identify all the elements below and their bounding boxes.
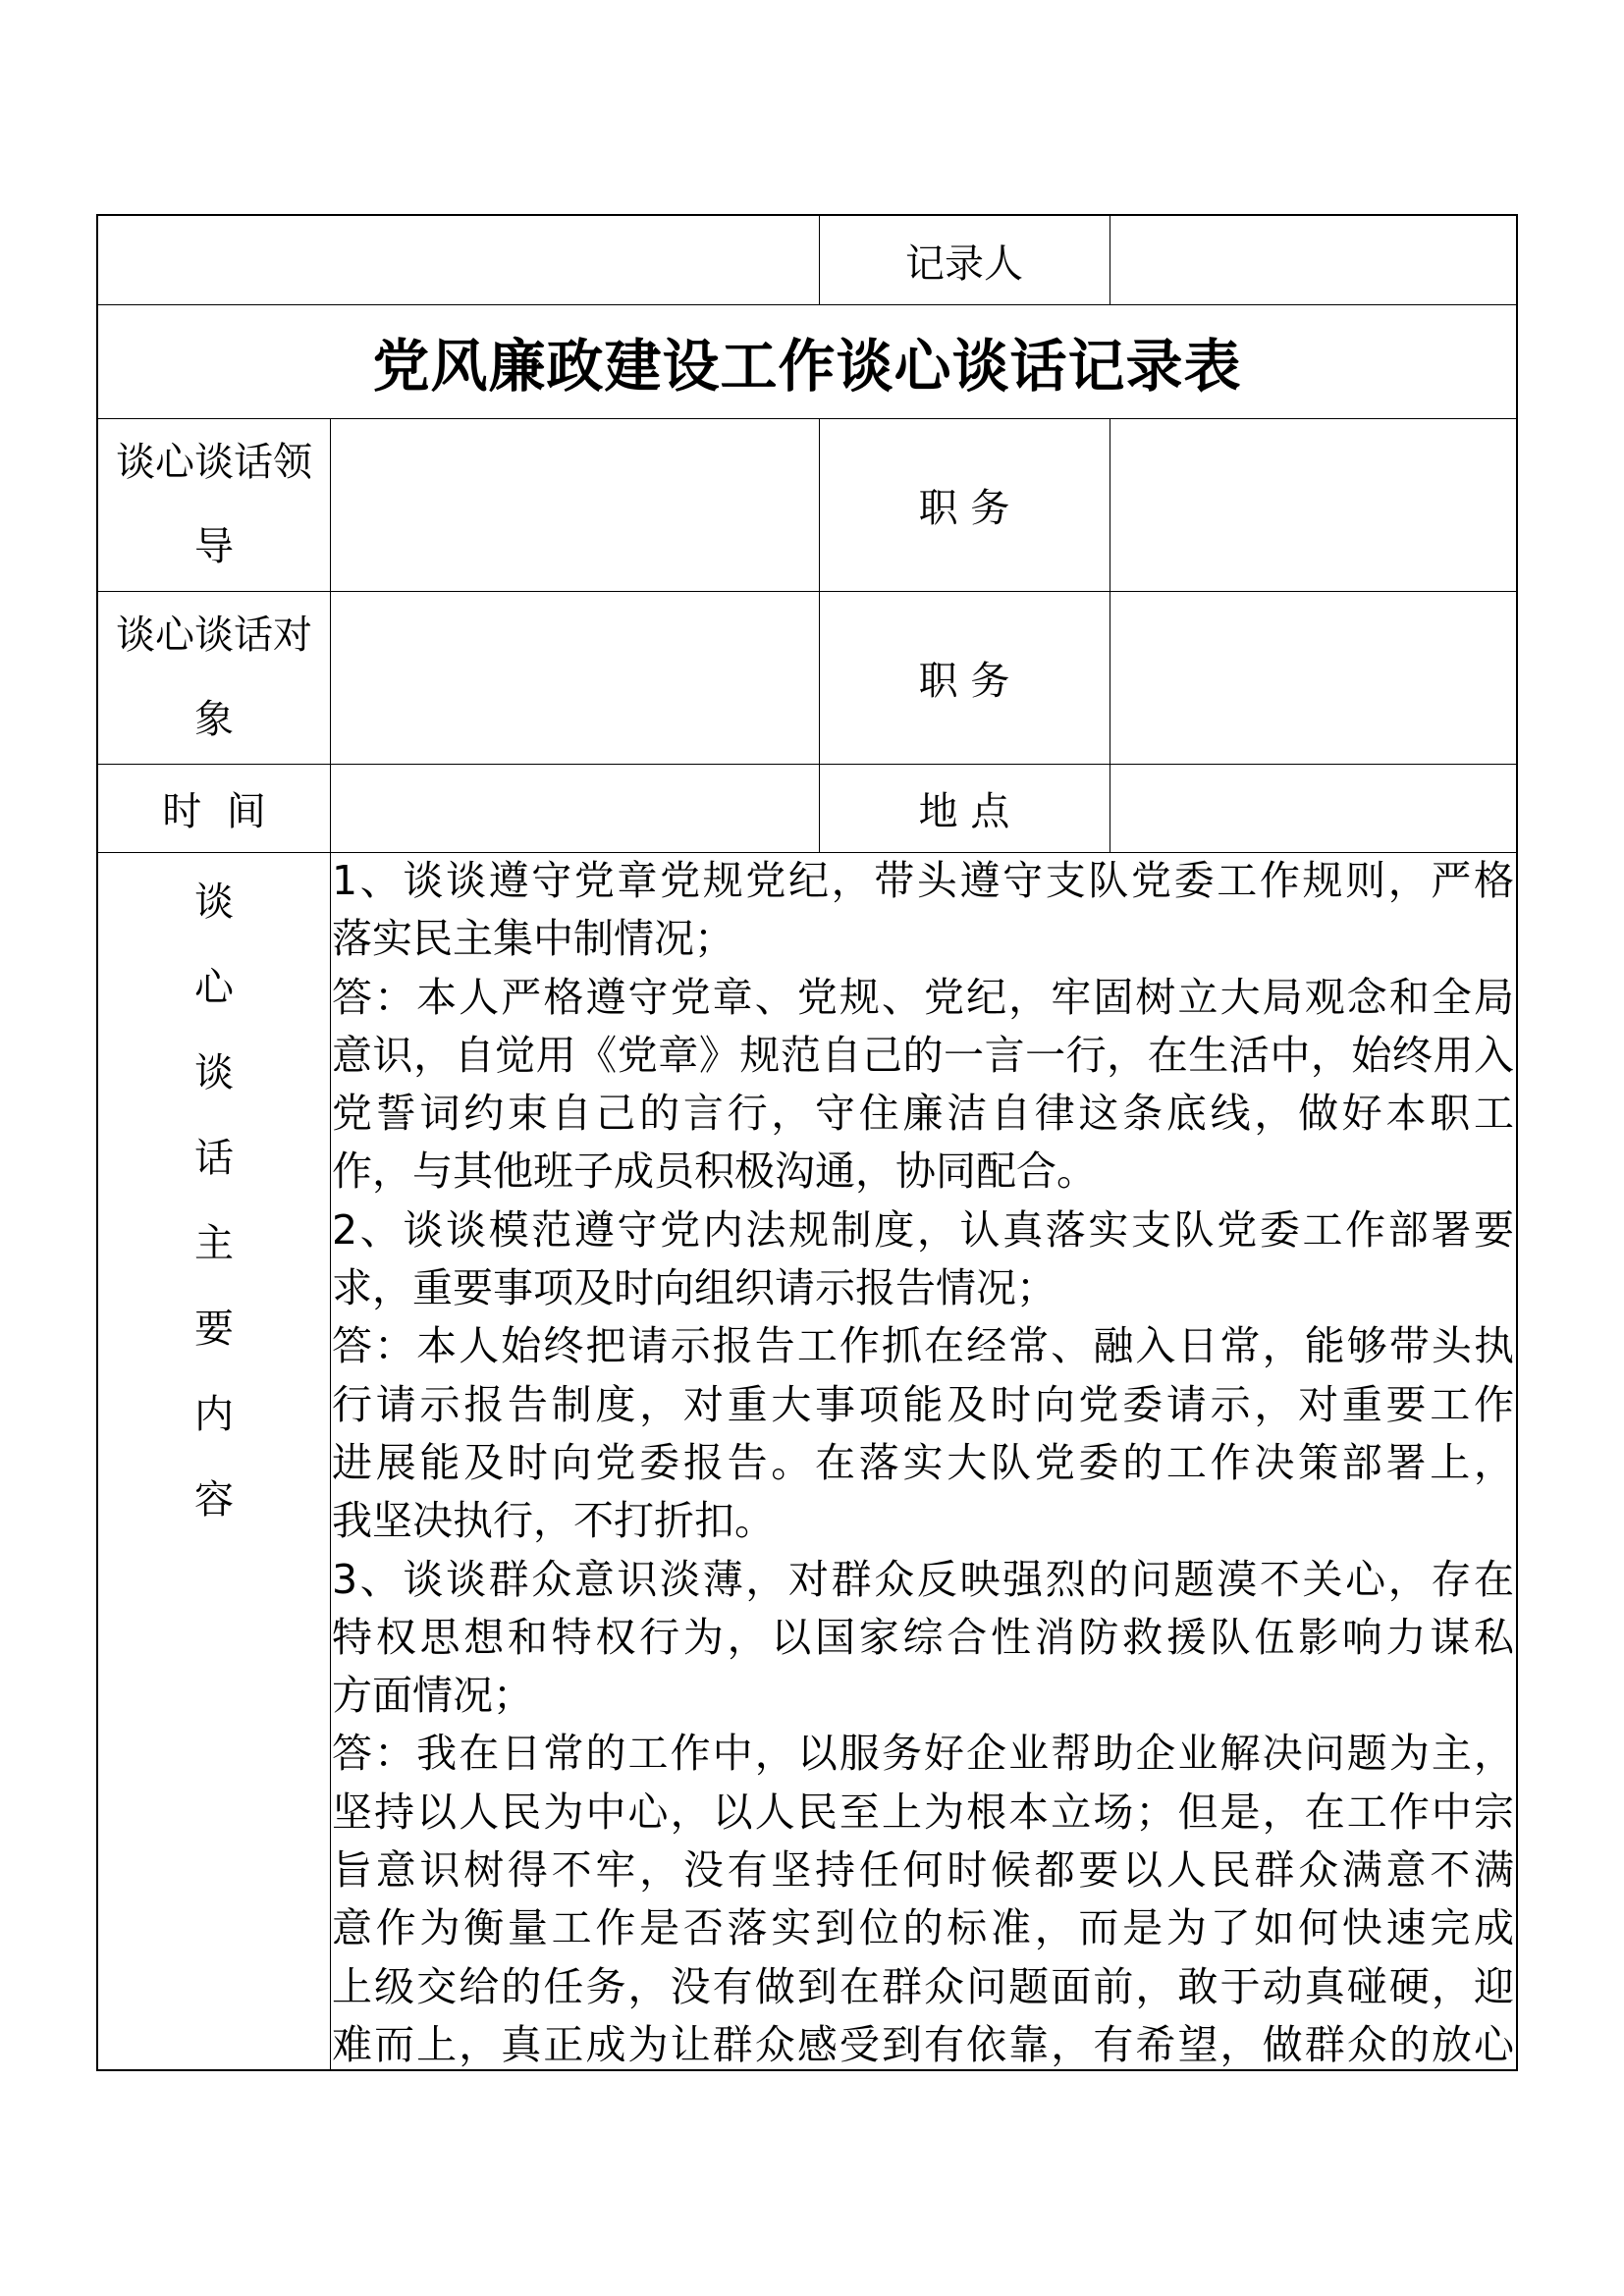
content-line: 难而上，真正成为让群众感受到有依靠，有希望，做群众的放心 [332, 2020, 1514, 2068]
target-label [98, 591, 330, 764]
form-title: 党风廉政建设工作谈心谈话记录表 [372, 333, 1242, 400]
content-line: 旨意识树得不牢，没有坚持任何时候都要以人民群众满意不满 [332, 1846, 1514, 1895]
content-line: 方面情况； [332, 1672, 533, 1720]
place-field[interactable] [1110, 764, 1518, 852]
content-label-char: 谈 [194, 1050, 234, 1095]
time-field[interactable] [330, 764, 819, 852]
content-label-char: 内 [194, 1392, 234, 1437]
leader-position-field[interactable] [1110, 418, 1518, 591]
leader-label-line: 谈心谈话领 [116, 440, 312, 485]
content-line: 意作为衡量工作是否落实到位的标准，而是为了如何快速完成 [332, 1904, 1514, 1952]
recorder-field[interactable] [1110, 216, 1518, 304]
content-line: 意识，自觉用《党章》规范自己的一言一行，在生活中，始终用入 [332, 1031, 1514, 1079]
content-line: 我坚决执行，不打折扣。 [332, 1497, 775, 1545]
time-label: 时 间 [162, 788, 266, 834]
content-body [332, 852, 1514, 2074]
target-field[interactable] [330, 591, 819, 764]
target-position-field[interactable] [1110, 591, 1518, 764]
target-label-line: 象 [194, 697, 234, 742]
content-label-char: 容 [194, 1477, 234, 1522]
content-line: 上级交给的任务，没有做到在群众问题面前，敢于动真碰硬，迎 [332, 1962, 1514, 2010]
talk-record-table [96, 214, 1518, 2071]
content-line: 行请示报告制度，对重大事项能及时向党委请示，对重要工作 [332, 1380, 1514, 1428]
content-label-char: 话 [194, 1136, 234, 1181]
content-line: 2、谈谈模范遵守党内法规制度，认真落实支队党委工作部署要 [332, 1205, 1514, 1254]
leader-field[interactable] [330, 418, 819, 591]
content-label [98, 852, 330, 2069]
content-line: 答：本人始终把请示报告工作抓在经常、融入日常，能够带头执 [332, 1322, 1514, 1370]
content-label-char: 主 [194, 1221, 234, 1266]
recorder-label: 记录人 [905, 240, 1023, 287]
content-line: 答：本人严格遵守党章、党规、党纪，牢固树立大局观念和全局 [332, 973, 1514, 1021]
content-line: 1、谈谈遵守党章党规党纪，带头遵守支队党委工作规则，严格 [332, 857, 1514, 904]
content-line: 3、谈谈群众意识淡薄，对群众反映强烈的问题漠不关心，存在 [332, 1555, 1514, 1603]
content-line: 坚持以人民为中心，以人民至上为根本立场；但是，在工作中宗 [332, 1788, 1514, 1836]
target-label-line: 谈心谈话对 [116, 613, 312, 658]
content-line: 作，与其他班子成员积极沟通，协同配合。 [332, 1148, 1097, 1196]
content-line: 进展能及时向党委报告。在落实大队党委的工作决策部署上， [332, 1438, 1514, 1486]
target-position-label: 职 务 [918, 658, 1010, 704]
content-line: 答：我在日常的工作中，以服务好企业帮助企业解决问题为主， [332, 1730, 1514, 1778]
content-line: 特权思想和特权行为，以国家综合性消防救援队伍影响力谋私 [332, 1613, 1514, 1661]
content-label-char: 要 [194, 1307, 234, 1352]
content-label-char: 心 [194, 965, 234, 1010]
leader-label [98, 418, 330, 591]
content-label-char: 谈 [194, 880, 234, 925]
content-line: 落实民主集中制情况； [332, 915, 734, 963]
content-line: 求，重要事项及时向组织请示报告情况； [332, 1264, 1056, 1312]
leader-position-label: 职 务 [918, 485, 1010, 531]
content-line: 党誓词约束自己的言行，守住廉洁自律这条底线，做好本职工 [332, 1090, 1514, 1138]
leader-label-line: 导 [194, 524, 234, 569]
place-label: 地 点 [918, 788, 1010, 834]
